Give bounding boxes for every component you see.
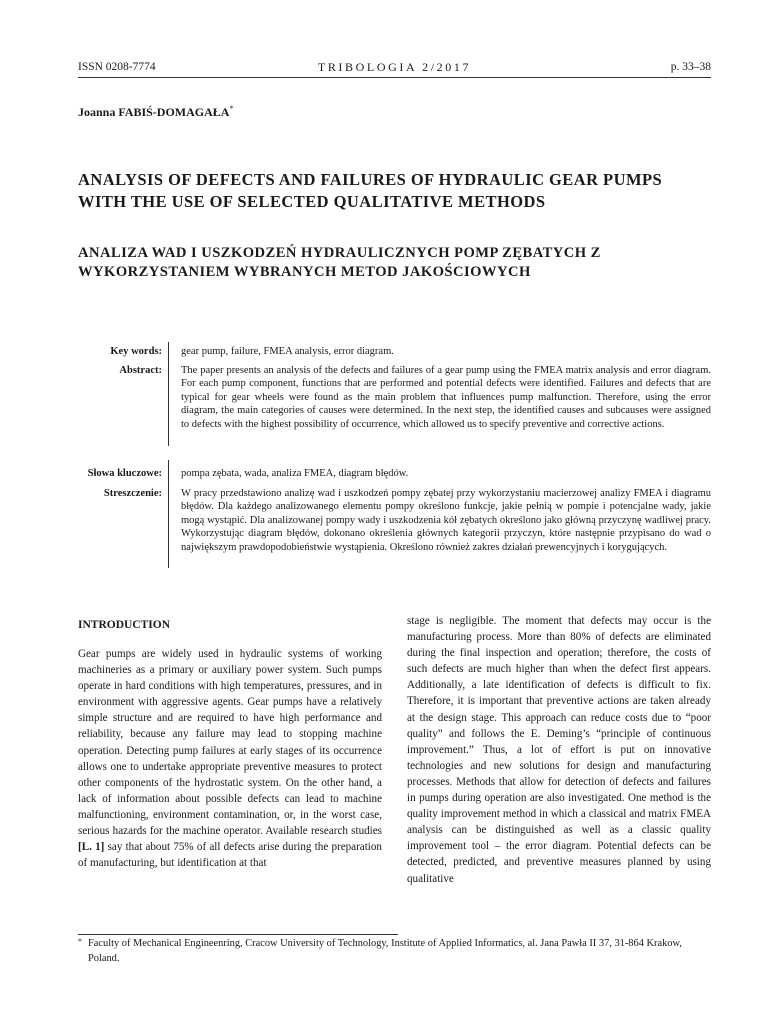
abstract-text: The paper presents an analysis of the defects and failures of a gear pump using the FMEA matrix analysis and error diagram. For each pump component, functions that are performed and potential defects were identified. Failures and defects that are typical for gear wheels were found as the main problem that influences pump malfunction. Therefore, using the error diagram, the main categories of causes were determined. In the next step, the identified causes and subcauses were assigned to defects with the highest possibility of occurrence, which allowed us to specify preventive and corrective actions. [181, 365, 711, 430]
keywords-text: gear pump, failure, FMEA analysis, error diagram. [181, 346, 394, 357]
page-range: p. 33–38 [670, 61, 711, 73]
intro-text-right: stage is negligible. The moment that defects may occur is the manufacturing process. More than 80% of defects are eliminated during the final inspection and operation; therefore, the costs of such defects are much higher than when the defect first appears. Additionally, a late identification of defects is difficult to fix. Therefore, it is important that preventive actions are taken already at the design stage. This approach can reduce costs due to “poor quality” and follows the E. Deming’s “principle of continuous improvement.” Thus, a lot of effort is put on innovative technologies and new solutions for design and manufacturing processes. Methods that allow for detection of defects and failures in pumps during operation are also investigated. One method is the quality improvement method in which a classical and matrix FMEA analysis can be distinguished as well as a classic quality improvement tool – the error diagram. Potential defects can be detected, predicted, and preventive measures planned by using qualitative [407, 615, 711, 885]
slowa-kluczowe-label: Słowa kluczowe: [87, 468, 162, 479]
footnote-rule [78, 934, 398, 935]
title-english: ANALYSIS OF DEFECTS AND FAILURES OF HYDRAULIC GEAR PUMPS WITH THE USE OF SELECTED QUALITATIVE METHODS [78, 170, 663, 211]
running-header [78, 61, 711, 77]
intro-text-left-1: Gear pumps are widely used in hydraulic systems of working machineries as a primary or auxiliary power system. Such pumps operate in hard conditions with high temperatures, pressures, and in environment with aggressive agents. Gear pumps have a relatively simple structure and are required to have high performance and reliability, because any failure may lead to stopping machine operation. Detecting pump failures at early stages of its occurrence allows one to undertake appropriate preventive measures to protect other components of the hydrostatic system. On the other hand, a lack of information about possible defects can lead to machine malfunctioning, environment contamination, or, in the worst case, serious hazards for the machine operator. Available research studies [78, 648, 382, 838]
author-name: Joanna FABIŚ-DOMAGAŁA [78, 105, 230, 119]
reference-citation: [L. 1] [78, 841, 105, 854]
intro-text-left-2: say that about 75% of all defects arise during the preparation of manufacturing, but identification at that [78, 841, 382, 870]
keywords-divider-2 [168, 460, 169, 568]
keywords-label: Key words: [110, 346, 162, 357]
streszczenie-label: Streszczenie: [103, 488, 162, 499]
body-column-left [78, 646, 382, 871]
header-rule [78, 77, 711, 78]
footnote-marker: * [78, 937, 82, 946]
streszczenie-text: W pracy przedstawiono analizę wad i uszkodzeń pompy zębatej przy wykorzystaniu macierzowej analizy FMEA i diagramu błędów. Dla każdego analizowanego elementu pompy określono funkcje, jakie pełnią w pompie i potencjalne wady, jakie mogą wystąpić. Dla analizowanej pompy wady i uszkodzenia kół zębatych określono jako główną przyczynę wadliwej pracy. Wykorzystując diagram błędów, dokonano określenia głównych kategorii przyczyn, które następnie przypisano do wad o największym prawdopodobieństwie wystąpienia. Określono również zakres działań prewencyjnych i korygujących. [181, 488, 711, 553]
footnote-text: Faculty of Mechanical Engineenring, Cracow University of Technology, Institute of Applied Informatics, al. Jana Pawła II 37, 31-864 Krakow, Poland. [88, 938, 682, 964]
author [78, 104, 233, 120]
journal-name: TRIBOLOGIA 2/2017 [317, 60, 472, 74]
issn: ISSN 0208-7774 [78, 61, 156, 73]
author-footnote-marker: * [229, 104, 234, 113]
keywords-divider-1 [168, 342, 169, 446]
abstract-label: Abstract: [119, 365, 162, 376]
title-polish: ANALIZA WAD I USZKODZEŃ HYDRAULICZNYCH POMP ZĘBATYCH Z WYKORZYSTANIEM WYBRANYCH METOD JAKOŚCIOWYCH [78, 245, 601, 280]
introduction-heading: INTRODUCTION [78, 619, 171, 631]
body-column-right [407, 613, 711, 887]
slowa-kluczowe-text: pompa zębata, wada, analiza FMEA, diagram błędów. [181, 468, 409, 479]
